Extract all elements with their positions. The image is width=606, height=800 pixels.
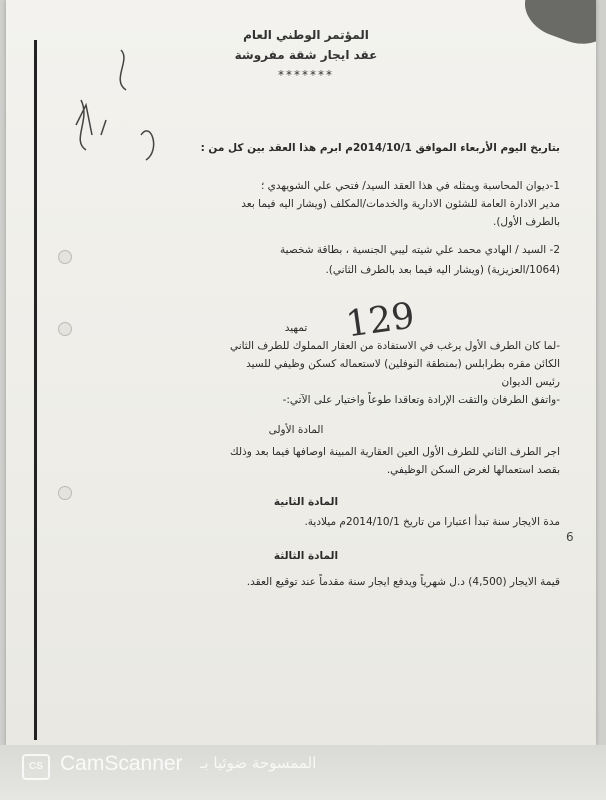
punch-hole: [58, 322, 72, 336]
camscanner-label: CamScanner: [60, 752, 183, 775]
party1-line2: مدير الادارة العامة للشئون الادارية والخدمات/المكلف (ويشار اليه فيما بعد: [241, 198, 560, 210]
article1-title: المادة الأولى: [268, 424, 324, 436]
camscanner-arabic-label: الممسوحة ضوئيا بـ: [200, 754, 317, 772]
party2-line1: 2- السيد / الهادي محمد علي شيته ليبي الجنسية ، بطاقة شخصية: [280, 244, 560, 256]
header-stars: *******: [278, 68, 334, 82]
date-line: بتاريخ اليوم الأربعاء الموافق 2014/10/1م ابرم هذا العقد بين كل من :: [200, 142, 560, 154]
article3-title: المادة الثالثة: [273, 550, 339, 562]
contract-title: عقد ايجار شقة مفروشة: [234, 48, 378, 62]
handwritten-number: 129: [343, 295, 418, 346]
preamble-title: تمهيد: [284, 322, 308, 334]
article2-line1: مدة الايجار سنة تبدأ اعتبارا من تاريخ 2014/10/1م ميلادية.: [304, 516, 560, 528]
article3-line1: قيمة الايجار (4,500) د.ل شهرياً ويدفع ايجار سنة مقدماً عند توقيع العقد.: [246, 576, 560, 588]
article2-title: المادة الثانية: [273, 496, 339, 508]
article1-line1: اجر الطرف الثاني للطرف الأول العين العقارية المبينة اوصافها فيما بعد وذلك: [230, 446, 560, 458]
article1-line2: بقصد استعمالها لغرض السكن الوظيفي.: [386, 464, 560, 476]
preamble-line4: -واتفق الطرفان والتقت الإرادة وتعاقدا طوعاً واختيار على الآتي:-: [282, 394, 560, 406]
document-page: [6, 0, 596, 745]
party1-line1: 1-ديوان المحاسبة ويمثله في هذا العقد السيد/ فتحي علي الشويهدي ؛: [261, 180, 560, 192]
finger-shadow: [517, 0, 596, 53]
camscanner-logo-icon: CS: [22, 754, 50, 780]
page-number: 6: [566, 530, 574, 544]
punch-hole: [58, 250, 72, 264]
punch-hole: [58, 486, 72, 500]
party1-line3: بالطرف الأول).: [493, 216, 560, 228]
preamble-line3: رئيس الديوان: [501, 376, 560, 388]
margin-rule: [34, 40, 37, 740]
preamble-line2: الكائن مقره بطرابلس (بمنطقة النوفلين) لاستعماله كسكن وظيفي للسيد: [246, 358, 560, 370]
preamble-line1: -لما كان الطرف الأول يرغب في الاستفادة من العقار المملوك للطرف الثاني: [229, 340, 560, 352]
party2-line2: (1064/العزيزية) (ويشار اليه فيما بعد بالطرف الثاني).: [325, 264, 560, 276]
org-title: المؤتمر الوطني العام: [243, 28, 369, 42]
